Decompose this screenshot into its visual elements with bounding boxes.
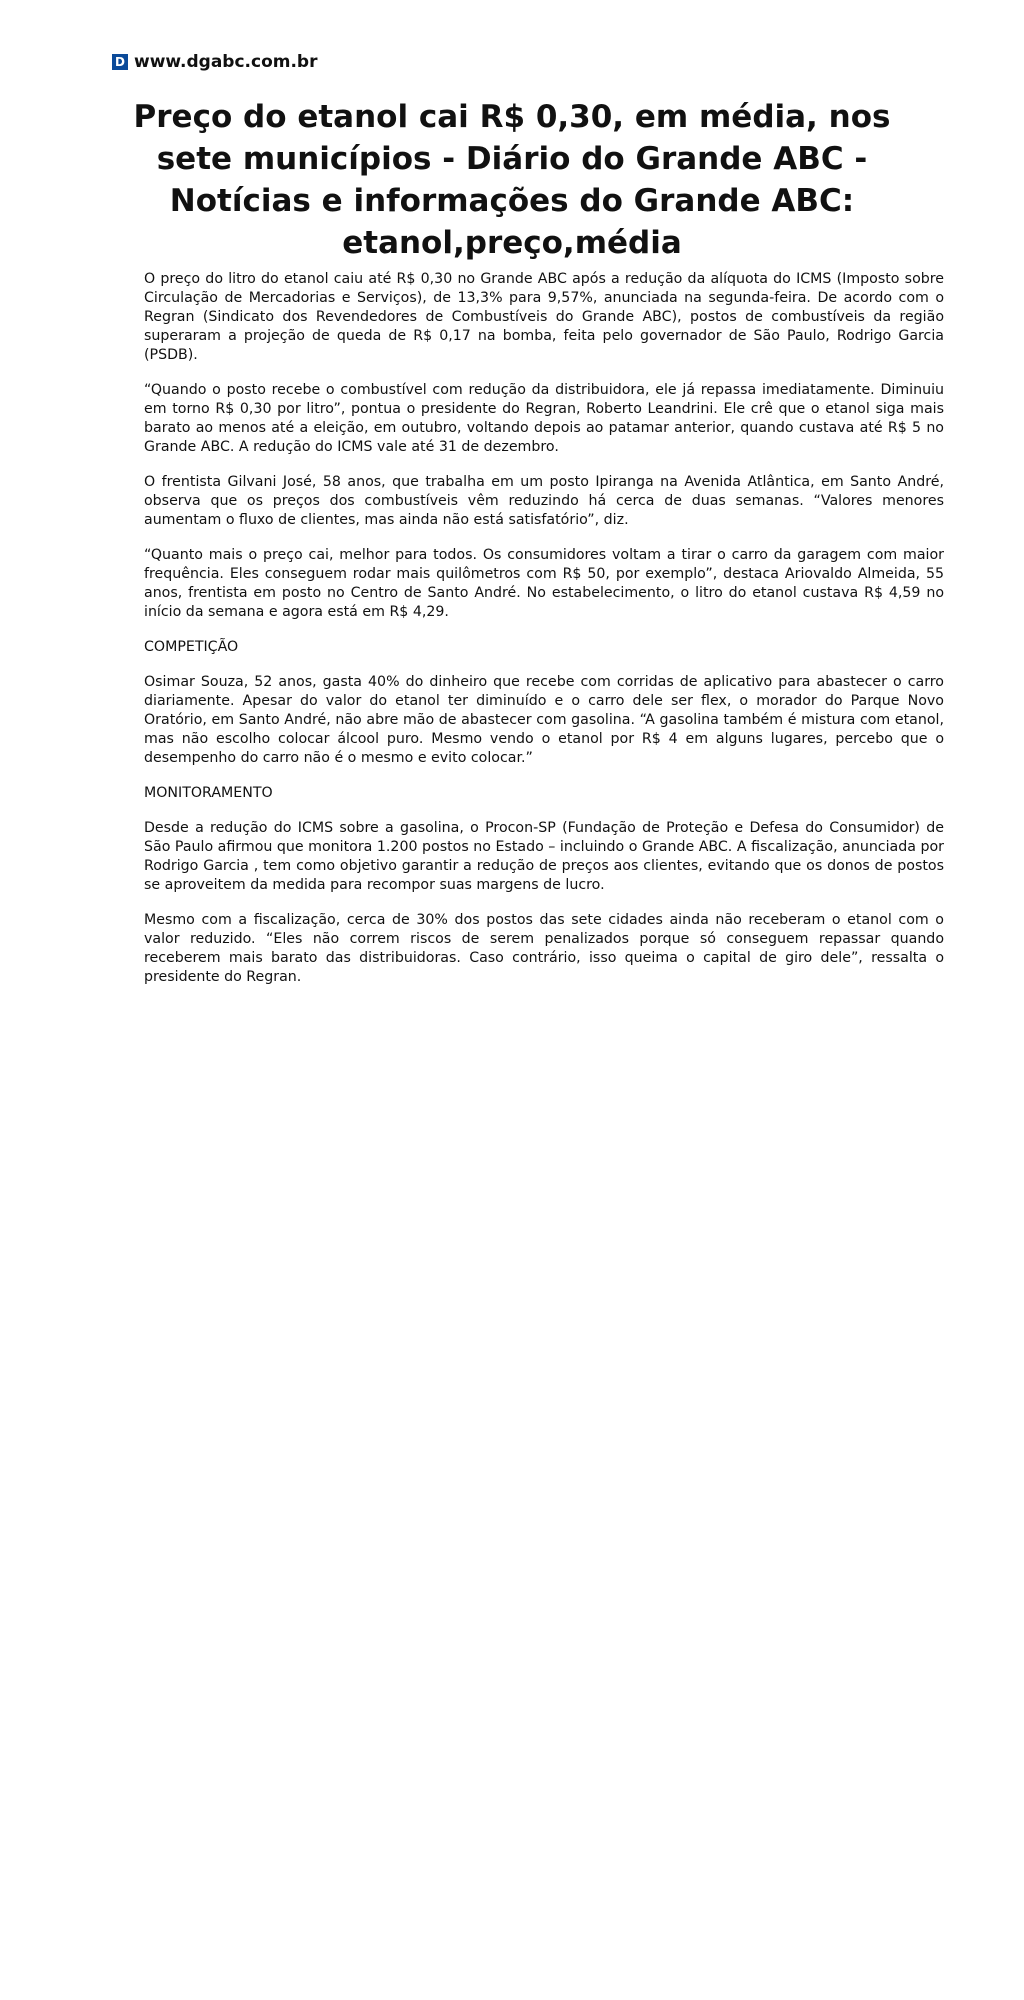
site-header	[112, 52, 317, 72]
dgabc-logo-icon: D	[112, 54, 128, 70]
article-paragraph: Desde a redução do ICMS sobre a gasolina, o Procon-SP (Fundação de Proteção e Defesa do Consumidor) de São Paulo afirmou que monitora 1.200 postos no Estado – incluindo o Grande ABC. A fiscalização, anunciada por Rodrigo Garcia , tem como objetivo garantir a redução de preços aos clientes, evitando que os donos de postos se aproveitem da medida para recompor suas margens de lucro.	[144, 820, 944, 893]
page-title: Preço do etanol cai R$ 0,30, em média, nos sete municípios - Diário do Grande ABC - Notícias e informações do Grande ABC: etanol,preço,média	[133, 99, 891, 261]
site-url: www.dgabc.com.br	[134, 52, 318, 72]
article-paragraph: “Quanto mais o preço cai, melhor para todos. Os consumidores voltam a tirar o carro da garagem com maior frequência. Eles conseguem rodar mais quilômetros com R$ 50, por exemplo”, destaca Ariovaldo Almeida, 55 anos, frentista em posto no Centro de Santo André. No estabelecimento, o litro do etanol custava R$ 4,59 no início da semana e agora está em R$ 4,29.	[144, 547, 944, 620]
article-paragraph: O frentista Gilvani José, 58 anos, que trabalha em um posto Ipiranga na Avenida Atlântica, em Santo André, observa que os preços dos combustíveis vêm reduzindo há cerca de duas semanas. “Valores menores aumentam o fluxo de clientes, mas ainda não está satisfatório”, diz.	[144, 474, 944, 528]
article-paragraph: Osimar Souza, 52 anos, gasta 40% do dinheiro que recebe com corridas de aplicativo para abastecer o carro diariamente. Apesar do valor do etanol ter diminuído e o carro dele ser flex, o morador do Parque Novo Oratório, em Santo André, não abre mão de abastecer com gasolina. “A gasolina também é mistura com etanol, mas não escolho colocar álcool puro. Mesmo vendo o etanol por R$ 4 em alguns lugares, percebo que o desempenho do carro não é o mesmo e evito colocar.”	[144, 674, 944, 766]
article-paragraph: Mesmo com a fiscalização, cerca de 30% dos postos das sete cidades ainda não receberam o etanol com o valor reduzido. “Eles não correm riscos de serem penalizados porque só conseguem repassar quando receberem mais barato das distribuidoras. Caso contrário, isso queima o capital de giro dele”, ressalta o presidente do Regran.	[144, 912, 944, 985]
section-heading-monitoramento: MONITORAMENTO	[144, 785, 273, 801]
section-heading-competicao: COMPETIÇÃO	[144, 639, 239, 655]
article-paragraph: “Quando o posto recebe o combustível com redução da distribuidora, ele já repassa imediatamente. Diminuiu em torno R$ 0,30 por litro”, pontua o presidente do Regran, Roberto Leandrini. Ele crê que o etanol siga mais barato ao menos até a eleição, em outubro, voltando depois ao patamar anterior, quando custava até R$ 5 no Grande ABC. A redução do ICMS vale até 31 de dezembro.	[144, 382, 944, 455]
article-body	[144, 270, 944, 1003]
article-paragraph: O preço do litro do etanol caiu até R$ 0,30 no Grande ABC após a redução da alíquota do ICMS (Imposto sobre Circulação de Mercadorias e Serviços), de 13,3% para 9,57%, anunciada na segunda-feira. De acordo com o Regran (Sindicato dos Revendedores de Combustíveis do Grande ABC), postos de combustíveis da região superaram a projeção de queda de R$ 0,17 na bomba, feita pelo governador de São Paulo, Rodrigo Garcia (PSDB).	[144, 271, 944, 363]
